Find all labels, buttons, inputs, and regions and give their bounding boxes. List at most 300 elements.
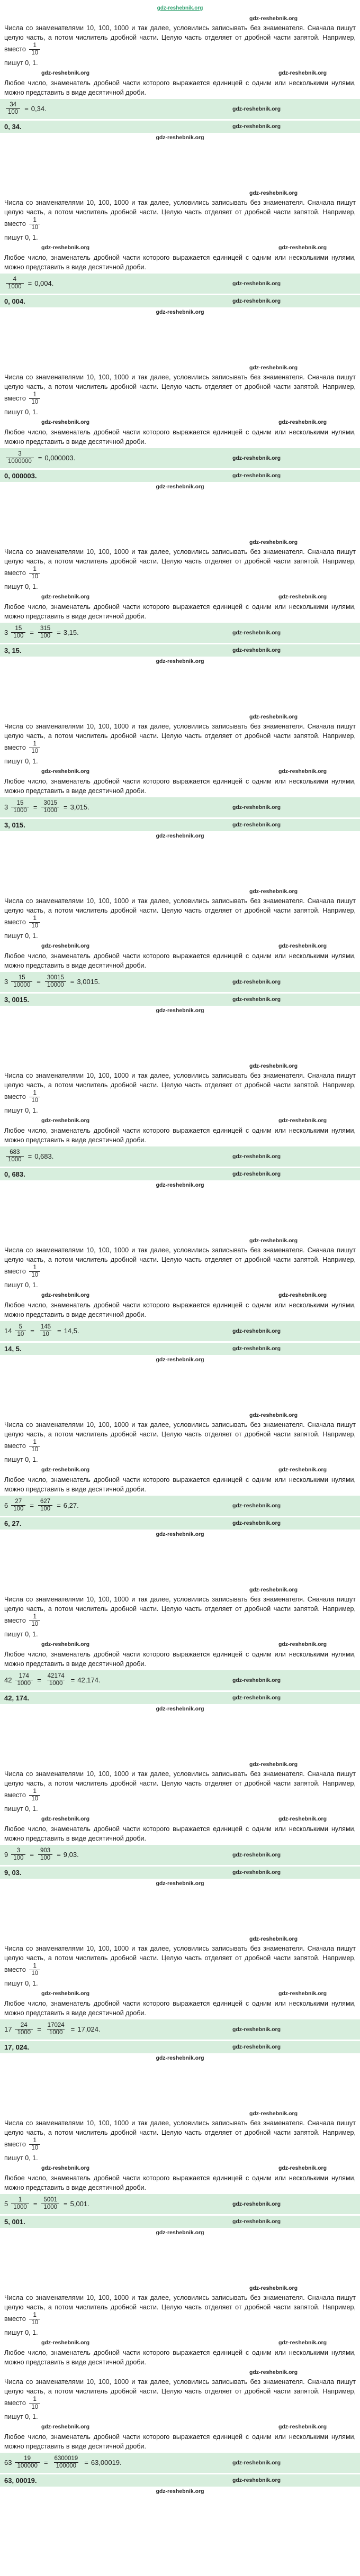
answer-value: 63, 00019. (4, 2476, 37, 2484)
watermark: gdz-reshebnik.org (156, 1706, 204, 1712)
rule-text: Числа со знаменателями 10, 100, 1000 и так далее, условились записывать без знаменателя. Сначала пишут целую часть, а потом числитель дробной части. Целую часть отделяет от дробной части запятой. Например, вместо (4, 723, 356, 752)
fraction-one-tenth (29, 1090, 40, 1104)
watermark: gdz-reshebnik.org (278, 768, 327, 775)
rule-paragraph (4, 1769, 356, 1803)
solution-block (4, 363, 356, 538)
equation-row (0, 448, 360, 468)
fraction-numerator: 1 (18, 2197, 22, 2204)
watermark: gdz-reshebnik.org (41, 2165, 90, 2172)
rule-text: Числа со знаменателями 10, 100, 1000 и так далее, условились записывать без знаменателя. Сначала пишут целую часть, а потом числитель дробной части. Целую часть отделяет от дробной части запятой. Например, вместо (4, 2294, 356, 2323)
watermark: gdz-reshebnik.org (249, 1586, 298, 1593)
fraction (6, 276, 24, 290)
equals-sign: = (37, 2025, 41, 2034)
rule-example-line: пишут 0, 1. (4, 1805, 38, 1813)
answer-row (0, 1692, 360, 1704)
page-header (4, 2, 356, 14)
fraction-denominator: 10000 (11, 981, 32, 989)
decimal-rule-paragraph: Любое число, знаменатель дробной части которого выражается единицей с одним или несколькими нулями, можно представить в виде десятичной дроби. (4, 2174, 356, 2191)
equals-sign: = (57, 1501, 61, 1510)
fraction-numerator: 1 (33, 2312, 37, 2319)
fraction-numerator: 1 (33, 2137, 37, 2144)
answer-row (0, 1343, 360, 1355)
watermark-row (4, 1641, 356, 1649)
decimal-result: 9,03. (63, 1851, 79, 1859)
watermark: gdz-reshebnik.org (232, 822, 281, 828)
watermark: gdz-reshebnik.org (249, 15, 298, 22)
decimal-result: 42,174. (77, 1676, 101, 1685)
fraction-numerator: 3 (18, 451, 22, 458)
watermark: gdz-reshebnik.org (156, 2229, 204, 2236)
equals-sign: = (70, 1676, 75, 1685)
fraction (39, 1324, 53, 1338)
watermark-row (4, 134, 356, 142)
watermark: gdz-reshebnik.org (232, 1869, 281, 1876)
fraction-denominator: 10 (29, 1621, 40, 1628)
watermark-row (4, 1291, 356, 1299)
watermark: gdz-reshebnik.org (41, 70, 90, 77)
decimal-rule-paragraph: Любое число, знаменатель дробной части которого выражается единицей с одним или несколькими нулями, можно представить в виде десятичной дроби. (4, 79, 356, 96)
equation-row (0, 2194, 360, 2214)
rule-paragraph (4, 198, 356, 232)
fraction-denominator: 100 (11, 1854, 25, 1862)
fraction-numerator: 15 (15, 625, 22, 632)
watermark-row (4, 1880, 356, 1888)
rule-example-line: пишут 0, 1. (4, 1106, 38, 1114)
rule-text: Числа со знаменателями 10, 100, 1000 и так далее, условились записывать без знаменателя. Сначала пишут целую часть, а потом числитель дробной части. Целую часть отделяет от дробной части запятой. Например, вместо (4, 1421, 356, 1450)
fraction-one-tenth (29, 42, 40, 57)
watermark: gdz-reshebnik.org (156, 1531, 204, 1537)
answer-value: 3, 15. (4, 646, 22, 654)
watermark: gdz-reshebnik.org (278, 1641, 327, 1648)
answer-row (0, 2216, 360, 2228)
watermark: gdz-reshebnik.org (249, 713, 298, 720)
answer-value: 0, 34. (4, 122, 22, 131)
fraction-denominator: 1000 (15, 1680, 33, 1687)
rule-text: Числа со знаменателями 10, 100, 1000 и так далее, условились записывать без знаменателя. Сначала пишут целую часть, а потом числитель дробной части. Целую часть отделяет от дробной части запятой. Например, вместо (4, 1945, 356, 1974)
watermark: gdz-reshebnik.org (278, 244, 327, 251)
explanation-section (4, 363, 356, 447)
rule-example-line: пишут 0, 1. (4, 1979, 38, 1987)
rule-paragraph (4, 1595, 356, 1628)
watermark-row (4, 1236, 356, 1244)
watermark-row (4, 538, 356, 546)
fraction-numerator: 1 (33, 1264, 37, 1271)
watermark: gdz-reshebnik.org (278, 1990, 327, 1997)
fraction (38, 625, 52, 640)
equals-sign: = (24, 105, 29, 113)
decimal-result: 0,000003. (44, 454, 76, 462)
equals-sign: = (70, 978, 75, 986)
rule-example-line: пишут 0, 1. (4, 582, 38, 590)
equals-sign: = (37, 1676, 41, 1685)
fraction-one-tenth (29, 392, 40, 406)
watermark-row (4, 887, 356, 895)
watermark: gdz-reshebnik.org (278, 2340, 327, 2346)
fraction-numerator: 15 (16, 800, 24, 807)
fraction-denominator: 100 (38, 632, 52, 640)
fraction-denominator: 10 (29, 2319, 40, 2326)
equals-sign: = (30, 629, 34, 637)
explanation-section (4, 538, 356, 621)
rule-example-line: пишут 0, 1. (4, 1630, 38, 1638)
watermark: gdz-reshebnik.org (249, 2369, 298, 2375)
watermark: gdz-reshebnik.org (232, 280, 281, 287)
watermark: gdz-reshebnik.org (232, 298, 281, 304)
fraction (46, 1673, 67, 1687)
fraction-numerator: 3015 (43, 800, 58, 807)
equation-row (0, 972, 360, 991)
fraction-one-tenth (29, 2396, 40, 2410)
watermark-row (4, 942, 356, 950)
equals-sign: = (57, 1327, 61, 1335)
equals-sign: = (43, 2459, 48, 2467)
answer-row (0, 1517, 360, 1530)
rule-paragraph (4, 372, 356, 406)
equals-sign: = (57, 629, 61, 637)
equation-row (0, 1321, 360, 1341)
watermark-row (4, 1411, 356, 1419)
fraction (15, 2455, 39, 2470)
watermark-row (4, 1117, 356, 1125)
solution-block (4, 189, 356, 363)
watermark-row (4, 189, 356, 197)
watermark: gdz-reshebnik.org (232, 1327, 281, 1334)
fraction (41, 800, 59, 814)
answer-row (0, 2041, 360, 2053)
fraction-numerator: 174 (19, 1673, 29, 1680)
whole-number-part: 3 (4, 629, 8, 637)
watermark: gdz-reshebnik.org (41, 1292, 90, 1299)
watermark-row (4, 2229, 356, 2237)
fraction-denominator: 10 (29, 49, 40, 57)
fraction-numerator: 15 (18, 975, 25, 981)
watermark: gdz-reshebnik.org (41, 1816, 90, 1823)
fraction (11, 625, 25, 640)
fraction-denominator: 1000 (11, 2204, 29, 2211)
fraction-numerator: 627 (40, 1498, 51, 1505)
equals-sign: = (84, 2459, 88, 2467)
equation-row (0, 1845, 360, 1864)
fraction-numerator: 1 (33, 1788, 37, 1795)
decimal-result: 3,15. (63, 629, 79, 637)
fraction-denominator: 10 (29, 2404, 40, 2411)
explanations (4, 1935, 356, 2018)
fraction-denominator: 100 (38, 1854, 52, 1862)
whole-number-part: 63 (4, 2459, 12, 2467)
watermark-row (4, 832, 356, 840)
rule-paragraph (4, 547, 356, 581)
solution-block (4, 2284, 356, 2496)
explanations (4, 14, 356, 97)
equals-sign: = (33, 2200, 38, 2208)
watermark: gdz-reshebnik.org (41, 1641, 90, 1648)
fraction-denominator: 10 (29, 573, 40, 580)
equation-row (0, 2453, 360, 2472)
watermark: gdz-reshebnik.org (156, 658, 204, 665)
watermark-row (4, 1007, 356, 1015)
rule-paragraph (4, 2118, 356, 2152)
watermark: gdz-reshebnik.org (232, 123, 281, 130)
watermark-row (4, 2054, 356, 2062)
explanations (4, 363, 356, 447)
fraction-numerator: 1 (33, 1439, 37, 1446)
fraction-numerator: 903 (40, 1847, 51, 1854)
equals-sign: = (30, 1327, 34, 1335)
decimal-result: 0,004. (34, 279, 54, 288)
whole-number-part: 9 (4, 1851, 8, 1859)
fraction-one-tenth (29, 741, 40, 755)
watermark-row (4, 308, 356, 316)
whole-number-part: 3 (4, 978, 8, 986)
watermark-row (4, 768, 356, 776)
watermark-row (4, 1181, 356, 1189)
rule-text: Числа со знаменателями 10, 100, 1000 и так далее, условились записывать без знаменателя. Сначала пишут целую часть, а потом числитель дробной части. Целую часть отделяет от дробной части запятой. Например, вместо (4, 548, 356, 577)
watermark: gdz-reshebnik.org (232, 1153, 281, 1160)
explanations (4, 713, 356, 796)
watermark: gdz-reshebnik.org (232, 2218, 281, 2225)
equals-sign: = (28, 1152, 32, 1161)
equals-sign: = (64, 803, 68, 812)
fraction-denominator: 1000 (41, 2204, 59, 2211)
fraction-denominator: 10 (40, 1331, 51, 1338)
fraction-numerator: 4 (13, 276, 16, 283)
watermark: gdz-reshebnik.org (232, 2477, 281, 2484)
fraction-denominator: 10 (29, 922, 40, 930)
rule-paragraph (4, 1944, 356, 1978)
explanation-section (4, 189, 356, 272)
fraction-denominator: 1000 (11, 807, 29, 814)
equation-row (0, 797, 360, 817)
fraction-denominator: 1000 (6, 1156, 24, 1163)
watermark-row (4, 2488, 356, 2496)
rule-paragraph (4, 23, 356, 57)
explanation-section (4, 1586, 356, 1669)
equation-row (0, 274, 360, 293)
watermark-row (4, 1466, 356, 1474)
watermark-row (4, 2423, 356, 2431)
fraction-denominator: 10 (29, 748, 40, 755)
equals-sign: = (38, 454, 42, 462)
watermark: gdz-reshebnik.org (232, 647, 281, 653)
watermark: gdz-reshebnik.org (249, 2284, 298, 2291)
fraction-numerator: 30015 (47, 975, 64, 981)
explanations (4, 1062, 356, 1145)
decimal-rule-paragraph: Любое число, знаменатель дробной части которого выражается единицей с одним или несколькими нулями, можно представить в виде десятичной дроби. (4, 1301, 356, 1318)
solution-block (4, 14, 356, 189)
equals-sign: = (33, 803, 38, 812)
watermark-row (4, 2109, 356, 2117)
watermark-row (4, 2368, 356, 2376)
rule-text: Числа со знаменателями 10, 100, 1000 и так далее, условились записывать без знаменателя. Сначала пишут целую часть, а потом числитель дробной части. Целую часть отделяет от дробной части запятой. Например, вместо (4, 199, 356, 228)
fraction-numerator: 1 (33, 42, 37, 49)
solution-block (4, 1062, 356, 1236)
rule-example-line: пишут 0, 1. (4, 408, 38, 416)
watermark: gdz-reshebnik.org (232, 629, 281, 636)
fraction (11, 1847, 25, 1862)
explanations (4, 1411, 356, 1494)
fraction-denominator: 10 (29, 1446, 40, 1453)
decimal-rule-paragraph: Любое число, знаменатель дробной части которого выражается единицей с одним или несколькими нулями, можно представить в виде десятичной дроби. (4, 2349, 356, 2366)
fraction (41, 2197, 59, 2211)
watermark: gdz-reshebnik.org (41, 594, 90, 600)
decimal-result: 17,024. (77, 2025, 101, 2034)
fraction-denominator: 100000 (54, 2462, 78, 2470)
answer-row (0, 121, 360, 133)
decimal-rule-paragraph: Любое число, знаменатель дробной части которого выражается единицей с одним или несколькими нулями, можно представить в виде десятичной дроби. (4, 777, 356, 795)
fraction-numerator: 1 (33, 1963, 37, 1970)
equals-sign: = (37, 978, 41, 986)
decimal-rule-paragraph: Любое число, знаменатель дробной части которого выражается единицей с одним или несколькими нулями, можно представить в виде десятичной дроби. (4, 2433, 356, 2450)
fraction-numerator: 1 (33, 741, 37, 748)
solution-block (4, 1411, 356, 1586)
watermark-row (4, 1705, 356, 1713)
fraction-numerator: 1 (33, 1090, 37, 1097)
rule-paragraph (4, 1071, 356, 1105)
watermark: gdz-reshebnik.org (232, 2200, 281, 2207)
rule-text: Числа со знаменателями 10, 100, 1000 и так далее, условились записывать без знаменателя. Сначала пишут целую часть, а потом числитель дробной части. Целую часть отделяет от дробной части запятой. Например, вместо (4, 374, 356, 403)
site-link[interactable]: gdz-reshebnik.org (157, 5, 203, 11)
watermark: gdz-reshebnik.org (278, 1117, 327, 1124)
rule-paragraph (4, 1245, 356, 1279)
watermark: gdz-reshebnik.org (232, 1520, 281, 1526)
explanations (4, 538, 356, 621)
answer-row (0, 1168, 360, 1180)
rule-paragraph (4, 722, 356, 755)
watermark: gdz-reshebnik.org (232, 978, 281, 985)
decimal-rule-paragraph: Любое число, знаменатель дробной части которого выражается единицей с одним или несколькими нулями, можно представить в виде десятичной дроби. (4, 603, 356, 620)
explanations (4, 1760, 356, 1843)
fraction-one-tenth (29, 1963, 40, 1977)
watermark: gdz-reshebnik.org (232, 1851, 281, 1858)
whole-number-part: 6 (4, 1501, 8, 1510)
fraction-numerator: 24 (20, 2022, 28, 2029)
fraction-numerator: 1 (33, 392, 37, 398)
watermark: gdz-reshebnik.org (249, 1062, 298, 1069)
watermark: gdz-reshebnik.org (156, 1007, 204, 1014)
equals-sign: = (64, 2200, 68, 2208)
fraction-numerator: 1 (33, 217, 37, 224)
watermark: gdz-reshebnik.org (249, 2110, 298, 2117)
rule-example-line: пишут 0, 1. (4, 932, 38, 940)
watermark: gdz-reshebnik.org (41, 2340, 90, 2346)
watermark: gdz-reshebnik.org (249, 1761, 298, 1768)
equation-row (0, 99, 360, 119)
whole-number-part: 42 (4, 1676, 12, 1685)
watermark: gdz-reshebnik.org (41, 1117, 90, 1124)
rule-text: Числа со знаменателями 10, 100, 1000 и так далее, условились записывать без знаменателя. Сначала пишут целую часть, а потом числитель дробной части. Целую часть отделяет от дробной части запятой. Например, вместо (4, 1072, 356, 1101)
watermark: gdz-reshebnik.org (41, 943, 90, 950)
watermark: gdz-reshebnik.org (156, 134, 204, 141)
rule-example-line: пишут 0, 1. (4, 59, 38, 67)
explanations (4, 1586, 356, 1669)
answer-row (0, 994, 360, 1006)
explanation-section (4, 14, 356, 97)
fraction (6, 102, 20, 116)
whole-number-part: 3 (4, 803, 8, 812)
answer-value: 42, 174. (4, 1694, 29, 1702)
rule-example-line: пишут 0, 1. (4, 1455, 38, 1463)
fraction-denominator: 10 (29, 2144, 40, 2152)
watermark: gdz-reshebnik.org (156, 1357, 204, 1363)
equals-sign: = (30, 1501, 34, 1510)
decimal-result: 3,0015. (77, 978, 100, 986)
fraction-denominator: 100 (38, 1505, 52, 1513)
solution-block (4, 713, 356, 887)
watermark: gdz-reshebnik.org (232, 996, 281, 1003)
decimal-result: 14,5. (64, 1327, 79, 1335)
answer-value: 6, 27. (4, 1519, 22, 1527)
fraction-one-tenth (29, 1788, 40, 1803)
equals-sign: = (57, 1851, 61, 1859)
rule-paragraph (4, 2293, 356, 2327)
fraction-numerator: 42174 (47, 1673, 65, 1680)
watermark: gdz-reshebnik.org (249, 189, 298, 196)
decimal-rule-paragraph: Любое число, знаменатель дробной части которого выражается единицей с одним или несколькими нулями, можно представить в виде десятичной дроби. (4, 1650, 356, 1668)
fraction-denominator: 10 (15, 1331, 26, 1338)
fraction-one-tenth (29, 217, 40, 231)
explanation-section (4, 1760, 356, 1843)
fraction-numerator: 1 (33, 566, 37, 573)
solution-block (4, 1236, 356, 1411)
fraction-denominator: 1000 (41, 807, 59, 814)
fraction (15, 1673, 33, 1687)
watermark: gdz-reshebnik.org (249, 539, 298, 545)
rule-example-line: пишут 0, 1. (4, 2328, 38, 2336)
watermark: gdz-reshebnik.org (156, 309, 204, 315)
explanations (4, 887, 356, 970)
equation-row (0, 2019, 360, 2039)
fraction-denominator: 10000 (45, 981, 66, 989)
fraction-numerator: 17024 (47, 2022, 65, 2029)
fraction-one-tenth (29, 2137, 40, 2152)
watermark: gdz-reshebnik.org (232, 454, 281, 461)
fraction-numerator: 5 (19, 1324, 23, 1331)
fraction-one-tenth (29, 915, 40, 930)
fraction-one-tenth (29, 1614, 40, 1628)
decimal-rule-paragraph: Любое число, знаменатель дробной части которого выражается единицей с одним или несколькими нулями, можно представить в виде десятичной дроби. (4, 1999, 356, 2017)
answer-value: 17, 024. (4, 2043, 29, 2051)
decimal-rule-paragraph: Любое число, знаменатель дробной части которого выражается единицей с одним или несколькими нулями, можно представить в виде десятичной дроби. (4, 428, 356, 445)
fraction-denominator: 100000 (15, 2462, 39, 2470)
watermark: gdz-reshebnik.org (232, 2026, 281, 2033)
fraction-denominator: 1000 (47, 2029, 65, 2036)
watermark: gdz-reshebnik.org (232, 1502, 281, 1509)
fraction (11, 975, 32, 989)
explanation-section (4, 1935, 356, 2018)
fraction-denominator: 10 (29, 224, 40, 231)
answer-row (0, 644, 360, 657)
fraction (46, 2022, 67, 2036)
rule-text: Числа со знаменателями 10, 100, 1000 и так далее, условились записывать без знаменателя. Сначала пишут целую часть, а потом числитель дробной части. Целую часть отделяет от дробной части запятой. Например, вместо (4, 2119, 356, 2149)
fraction (52, 2455, 80, 2470)
rule-example-line: пишут 0, 1. (4, 2154, 38, 2162)
decimal-rule-paragraph: Любое число, знаменатель дробной части которого выражается единицей с одним или несколькими нулями, можно представить в виде десятичной дроби. (4, 253, 356, 271)
fraction-numerator: 1 (33, 1614, 37, 1621)
watermark-row (4, 1356, 356, 1364)
answer-value: 5, 001. (4, 2217, 25, 2226)
watermark: gdz-reshebnik.org (249, 364, 298, 371)
fraction-numerator: 1 (33, 915, 37, 922)
rule-text: Числа со знаменателями 10, 100, 1000 и так далее, условились записывать без знаменателя. Сначала пишут целую часть, а потом числитель дробной части. Целую часть отделяет от дробной части запятой. Например, вместо (4, 1770, 356, 1799)
watermark: gdz-reshebnik.org (156, 1880, 204, 1887)
fraction (11, 1498, 25, 1513)
fraction-numerator: 34 (10, 102, 16, 108)
answer-value: 3, 015. (4, 821, 25, 829)
explanations (4, 2284, 356, 2451)
explanation-section (4, 1411, 356, 1494)
watermark: gdz-reshebnik.org (278, 70, 327, 77)
watermark: gdz-reshebnik.org (41, 1467, 90, 1473)
